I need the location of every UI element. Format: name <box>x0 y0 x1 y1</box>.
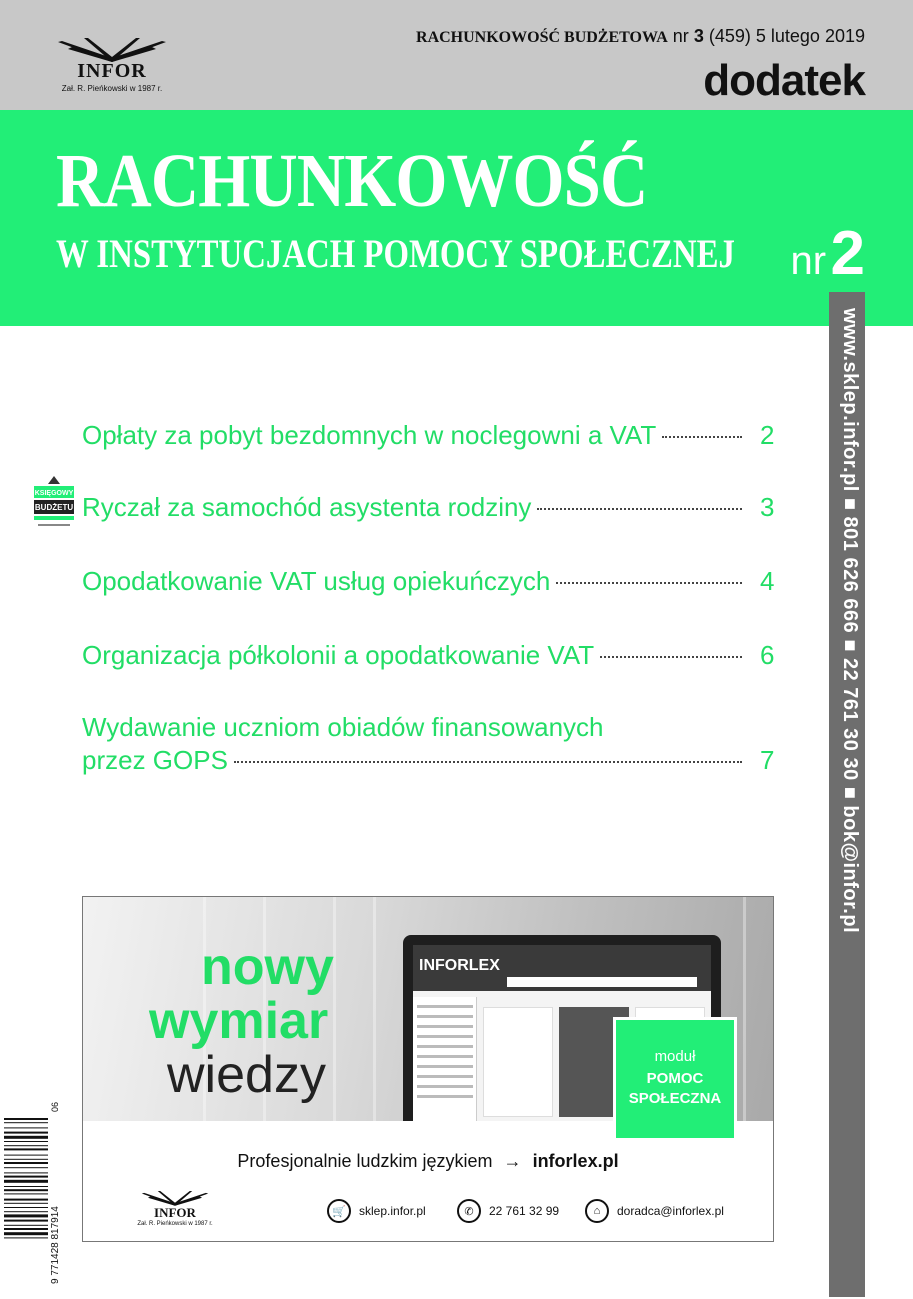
barcode-bar <box>4 1193 48 1194</box>
cart-icon: 🛒 <box>327 1199 351 1223</box>
barcode <box>4 1088 64 1288</box>
main-title: RACHUNKOWOŚĆ <box>56 139 648 223</box>
toc-item-page: 6 <box>760 640 775 670</box>
barcode-addon: 06 <box>50 1101 60 1112</box>
publication-line <box>416 26 865 47</box>
screen-menu-row <box>417 1025 473 1028</box>
barcode-bar <box>4 1228 48 1230</box>
barcode-bar <box>4 1167 48 1168</box>
barcode-bar <box>4 1176 48 1178</box>
barcode-bar <box>4 1122 48 1123</box>
mouse-icon: ⌂ <box>585 1199 609 1223</box>
module-name-line1: POMOC <box>646 1070 704 1087</box>
toc-leader-dots <box>537 508 742 510</box>
supplement-label: dodatek <box>703 56 865 105</box>
photo-stripe <box>373 897 376 1121</box>
module-pomoc-spoleczna <box>613 1017 737 1141</box>
contact-phone[interactable] <box>457 1199 559 1223</box>
sub-title: W INSTYTUCJACH POMOCY SPOŁECZNEJ <box>56 231 735 276</box>
screen-menu-row <box>417 1035 473 1038</box>
screen-menu-row <box>417 1095 473 1098</box>
nr-label: nr <box>790 239 827 283</box>
barcode-bar <box>4 1211 48 1212</box>
barcode-bar <box>4 1214 48 1217</box>
barcode-bar <box>4 1118 48 1120</box>
barcode-bar <box>4 1155 48 1156</box>
advert-headline-2: wymiar <box>149 992 329 1050</box>
barcode-bar <box>4 1148 48 1150</box>
toc-item-page: 3 <box>760 492 775 522</box>
issue-date: 5 lutego 2019 <box>755 26 865 46</box>
tagline-text: Profesjonalnie ludzkim językiem <box>237 1151 493 1171</box>
screen-search-bar <box>507 977 697 987</box>
badge-line2: BUDŻETU <box>34 503 74 512</box>
side-contact-text-wrap <box>833 308 861 948</box>
barcode-bar <box>4 1207 48 1208</box>
toc-item-page: 4 <box>760 566 775 596</box>
photo-stripe <box>743 897 746 1121</box>
toc-item[interactable] <box>82 492 774 523</box>
screen-menu-row <box>417 1085 473 1088</box>
screen-menu-row <box>417 1045 473 1048</box>
ksiegowy-budzetu-badge <box>30 474 78 534</box>
barcode-bar <box>4 1220 48 1222</box>
toc-leader-dots <box>234 761 742 763</box>
barcode-bar <box>4 1141 48 1142</box>
barcode-bar <box>4 1199 48 1201</box>
logo-subtitle: Zał. R. Pieńkowski w 1987 r. <box>61 84 163 93</box>
screen-brand: INFORLEX <box>419 957 500 974</box>
photo-stripe <box>333 897 336 1121</box>
side-contact-text: www.sklep.infor.pl ■ 801 626 666 ■ 22 761 30 30 ■ bok@infor.pl <box>839 308 861 934</box>
phone-icon: ✆ <box>457 1199 481 1223</box>
toc-item-title: Ryczał za samochód asystenta rodziny <box>82 492 532 522</box>
toc-item-title: Opłaty za pobyt bezdomnych w noclegowni a VAT <box>82 420 657 450</box>
toc-leader-dots <box>600 656 742 658</box>
screen-column <box>483 1007 553 1117</box>
infor-logo-small <box>137 1191 213 1231</box>
toc-item-title: Opodatkowanie VAT usług opiekuńczych <box>82 566 551 596</box>
barcode-bar <box>4 1127 48 1128</box>
toc-item-title-line1: Wydawanie uczniom obiadów finansowanych <box>82 712 604 742</box>
barcode-number: 9 771428 817914 <box>50 1206 61 1284</box>
toc-item-page: 7 <box>760 745 775 775</box>
barcode-bar <box>4 1203 48 1204</box>
toc-item-title-line2: przez GOPS <box>82 745 228 775</box>
barcode-bar <box>4 1132 48 1134</box>
module-label: moduł <box>654 1048 696 1065</box>
screen-menu-row <box>417 1005 473 1008</box>
contact-shop[interactable] <box>327 1199 426 1223</box>
toc-item[interactable] <box>82 420 774 451</box>
screen-menu-row <box>417 1075 473 1078</box>
toc-item[interactable] <box>82 640 774 671</box>
tagline-site-link[interactable]: inforlex.pl <box>532 1151 619 1171</box>
barcode-bar <box>4 1189 48 1191</box>
barcode-bar <box>4 1232 48 1235</box>
barcode-bar <box>4 1136 48 1139</box>
advert-headline-3: wiedzy <box>167 1046 326 1104</box>
toc-item[interactable] <box>82 712 774 776</box>
inforlex-advert[interactable] <box>82 896 774 1242</box>
barcode-bar <box>4 1237 48 1238</box>
issue-number: 3 <box>693 26 704 46</box>
advert-tagline <box>83 1151 773 1172</box>
contact-email[interactable] <box>585 1199 724 1223</box>
advert-headline-1: nowy <box>201 938 334 996</box>
barcode-bar <box>4 1186 48 1187</box>
logo-name: INFOR <box>77 60 147 82</box>
contact-text: doradca@inforlex.pl <box>617 1204 724 1218</box>
arrow-right-icon: → <box>503 1151 522 1171</box>
contact-text: sklep.infor.pl <box>359 1204 426 1218</box>
screen-sidebar <box>413 997 477 1121</box>
module-name-line2: SPOŁECZNA <box>628 1090 722 1107</box>
logo-name: INFOR <box>154 1205 196 1220</box>
issue-prefix: nr <box>672 26 689 46</box>
toc-leader-dots <box>662 436 742 438</box>
supplement-number <box>790 218 865 289</box>
logo-subtitle: Zał. R. Pieńkowski w 1987 r. <box>137 1221 213 1227</box>
toc-item-title: Organizacja półkolonii a opodatkowanie VAT <box>82 640 595 670</box>
screen-menu-row <box>417 1055 473 1058</box>
barcode-bar <box>4 1180 48 1183</box>
nr-value: 2 <box>830 219 865 288</box>
badge-line1: KSIĘGOWY <box>34 490 74 497</box>
issue-total: (459) <box>708 26 751 46</box>
toc-leader-dots <box>556 582 742 584</box>
barcode-bar <box>4 1145 48 1146</box>
publication-title: RACHUNKOWOŚĆ BUDŻETOWA <box>416 29 668 46</box>
barcode-bar <box>4 1162 48 1164</box>
barcode-bar <box>4 1159 48 1160</box>
toc-item[interactable] <box>82 566 774 597</box>
screen-menu-row <box>417 1015 473 1018</box>
screen-menu-row <box>417 1065 473 1068</box>
barcode-bar <box>4 1172 48 1173</box>
infor-logo <box>52 38 172 98</box>
toc-item-page: 2 <box>760 420 775 450</box>
contact-text: 22 761 32 99 <box>489 1204 560 1218</box>
barcode-bar <box>4 1225 48 1226</box>
